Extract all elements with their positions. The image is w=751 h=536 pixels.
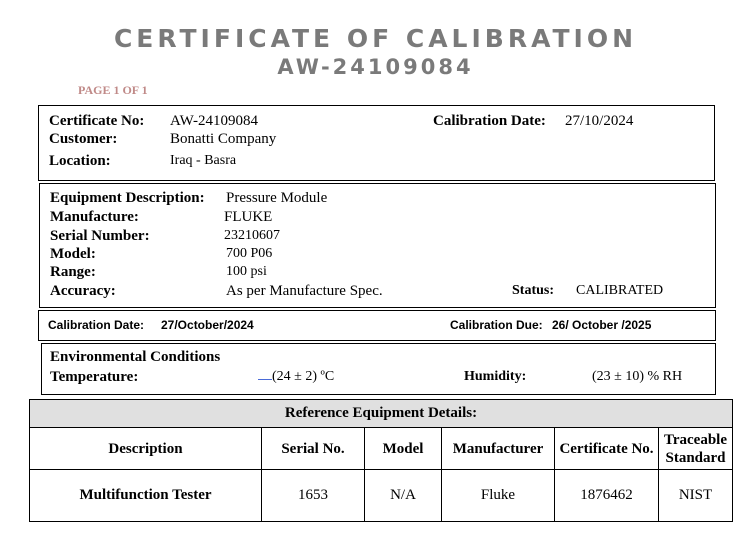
location-label: Location:: [49, 153, 111, 169]
accuracy-value: As per Manufacture Spec.: [226, 283, 383, 299]
location-value: Iraq - Basra: [170, 153, 237, 168]
cert-no-label: Certificate No:: [49, 113, 145, 129]
reference-title: Reference Equipment Details:: [30, 400, 733, 428]
manufacture-label: Manufacture:: [50, 209, 139, 225]
manufacture-value: FLUKE: [224, 209, 273, 225]
accuracy-label: Accuracy:: [50, 283, 116, 299]
humidity-label: Humidity:: [464, 369, 527, 384]
col-serial-no: Serial No.: [262, 428, 365, 470]
status-label: Status:: [512, 283, 555, 298]
calibration-due-value: 26/ October /2025: [552, 318, 652, 332]
calibration-dates-box: [38, 310, 716, 341]
col-certificate-no: Certificate No.: [555, 428, 659, 470]
reference-equipment-table: [29, 399, 733, 522]
range-label: Range:: [50, 264, 96, 280]
col-model: Model: [365, 428, 442, 470]
environment-title: Environmental Conditions: [50, 349, 221, 365]
customer-label: Customer:: [49, 131, 118, 147]
table-row: [30, 470, 733, 522]
equipment-description-label: Equipment Description:: [50, 190, 205, 206]
range-value: 100 psi: [226, 264, 267, 279]
page-indicator: PAGE 1 OF 1: [78, 83, 148, 97]
calibration-date-value: 27/October/2024: [161, 318, 254, 332]
temperature-text: (24 ± 2) ºC: [272, 369, 335, 384]
equipment-box: [39, 183, 716, 308]
cal-date-label: Calibration Date:: [433, 113, 546, 129]
reference-header-row: [30, 428, 733, 470]
calibration-due-label: Calibration Due:: [450, 318, 543, 332]
cert-no-value: AW-24109084: [170, 113, 258, 129]
col-traceable-standard: Traceable Standard: [659, 428, 733, 470]
calibration-date-label: Calibration Date:: [48, 318, 145, 332]
cal-date-value: 27/10/2024: [565, 113, 634, 129]
certificate-info-box: [38, 105, 715, 181]
certificate-id-heading: AW-24109084: [277, 55, 474, 79]
document-title: CERTIFICATE OF CALIBRATION: [113, 24, 638, 53]
cell-certificate-no: 1876462: [555, 470, 659, 522]
temperature-value: [258, 369, 334, 385]
cell-traceable-standard: NIST: [659, 470, 733, 522]
temperature-underline: [258, 379, 272, 380]
serial-number-value: 23210607: [224, 228, 280, 243]
model-value: 700 P06: [226, 246, 273, 261]
environment-box: [41, 343, 716, 395]
equipment-description-value: Pressure Module: [226, 190, 328, 206]
cell-serial-no: 1653: [262, 470, 365, 522]
reference-title-row: [30, 400, 733, 428]
serial-number-label: Serial Number:: [50, 228, 150, 244]
cell-manufacturer: Fluke: [442, 470, 555, 522]
status-value: CALIBRATED: [576, 283, 664, 298]
cell-description: Multifunction Tester: [30, 470, 262, 522]
col-manufacturer: Manufacturer: [442, 428, 555, 470]
customer-value: Bonatti Company: [170, 131, 277, 147]
temperature-label: Temperature:: [50, 369, 139, 385]
col-description: Description: [30, 428, 262, 470]
humidity-value: (23 ± 10) % RH: [592, 369, 683, 384]
model-label: Model:: [50, 246, 96, 262]
cell-model: N/A: [365, 470, 442, 522]
